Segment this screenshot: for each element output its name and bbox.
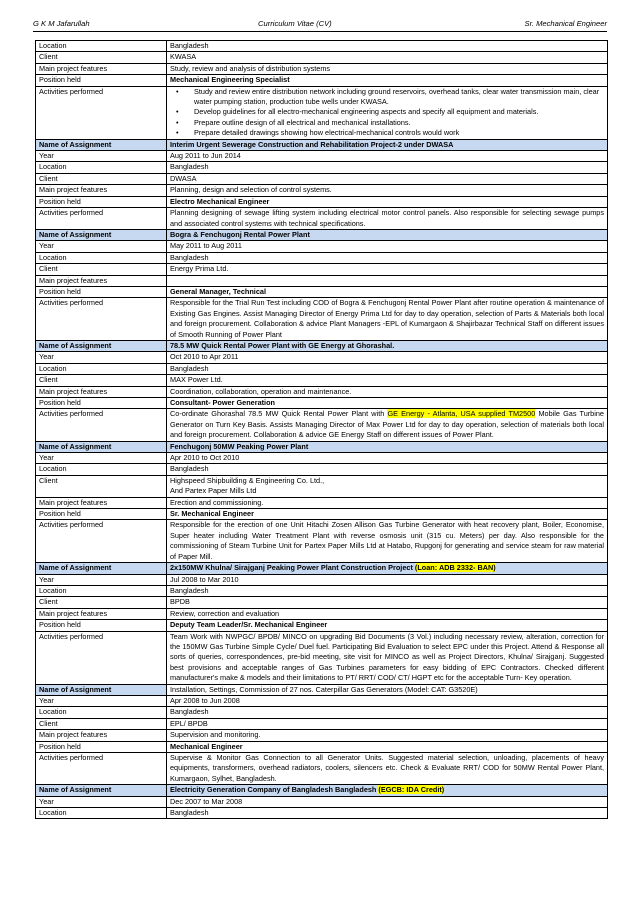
row-label: Activities performed: [36, 298, 167, 341]
loan-highlight: (Loan: ADB 2332- BAN): [414, 563, 496, 573]
table-row: [36, 375, 608, 386]
table-row: [36, 509, 608, 520]
table-row: [36, 208, 608, 230]
row-label: Location: [36, 41, 167, 52]
row-label: Year: [36, 796, 167, 807]
row-label: Position held: [36, 196, 167, 207]
activities-text: Mobile Gas Turbine Generator on Turn Key Basis. Assists Managing Director of Max Power Ltd for day to day operation, selection of materials both local and foreign procurement. Collaboration & advice GE Energy Staff on different issues of Power Plant.: [170, 409, 604, 440]
row-label: Position held: [36, 509, 167, 520]
row-value: Bangladesh: [167, 252, 608, 263]
row-value: KWASA: [167, 52, 608, 63]
table-row: [36, 453, 608, 464]
table-row: [36, 808, 608, 819]
row-label: Location: [36, 808, 167, 819]
assignment-name: [167, 785, 608, 796]
row-value: Supervision and monitoring.: [167, 730, 608, 741]
experience-table: [35, 40, 608, 819]
row-label: Name of Assignment: [36, 441, 167, 452]
position-value: Deputy Team Leader/Sr. Mechanical Engineer: [167, 620, 608, 631]
page-header: [33, 18, 607, 32]
row-label: Position held: [36, 286, 167, 297]
row-value: BPDB: [167, 597, 608, 608]
row-label: Activities performed: [36, 631, 167, 684]
table-row: [36, 631, 608, 684]
assignment-row: [36, 785, 608, 796]
position-value: General Manager, Technical: [167, 286, 608, 297]
assignment-name: Interim Urgent Sewerage Construction and Rehabilitation Project-2 under DWASA: [167, 139, 608, 150]
assignment-title: 2x150MW Khulna/ Sirajganj Peaking Power Plant Construction Project: [170, 563, 415, 573]
table-row: [36, 707, 608, 718]
activities-text: Co-ordinate Ghorashal 78.5 MW Quick Rental Power Plant with: [170, 409, 388, 419]
row-value: Oct 2010 to Apr 2011: [167, 352, 608, 363]
assignment-row: [36, 229, 608, 240]
table-row: [36, 75, 608, 86]
header-job-title: Sr. Mechanical Engineer: [524, 19, 607, 28]
row-label: Location: [36, 162, 167, 173]
row-label: Client: [36, 597, 167, 608]
row-value: Study, review and analysis of distribution systems: [167, 63, 608, 74]
table-row: [36, 86, 608, 139]
table-row: [36, 151, 608, 162]
client-line: Highspeed Shipbuilding & Engineering Co. Ltd.,: [170, 475, 325, 485]
position-value: Sr. Mechanical Engineer: [167, 509, 608, 520]
assignment-row: [36, 340, 608, 351]
row-value: Aug 2011 to Jun 2014: [167, 151, 608, 162]
row-label: Position held: [36, 75, 167, 86]
table-row: [36, 298, 608, 341]
row-label: Main project features: [36, 497, 167, 508]
assignment-name: Installation, Settings, Commission of 27 nos. Caterpillar Gas Generators (Model: CAT: G3520E): [167, 684, 608, 695]
row-value: Apr 2008 to Jun 2008: [167, 695, 608, 706]
row-value: MAX Power Ltd.: [167, 375, 608, 386]
position-value: Consultant- Power Generation: [167, 398, 608, 409]
assignment-row: [36, 684, 608, 695]
assignment-title: Electricity Generation Company of Bangladesh Bangladesh: [170, 785, 379, 795]
row-value: EPL/ BPDB: [167, 718, 608, 729]
row-label: Name of Assignment: [36, 563, 167, 574]
row-label: Activities performed: [36, 753, 167, 785]
table-row: [36, 185, 608, 196]
table-row: [36, 386, 608, 397]
table-row: [36, 585, 608, 596]
table-row: [36, 620, 608, 631]
row-label: Main project features: [36, 608, 167, 619]
header-author: G K M Jafarullah: [33, 19, 90, 28]
row-value: Apr 2010 to Oct 2010: [167, 453, 608, 464]
table-row: [36, 597, 608, 608]
table-row: [36, 497, 608, 508]
assignment-row: [36, 139, 608, 150]
activities-value: Responsible for the Trial Run Test including COD of Bogra & Fenchugonj Rental Power Plant after routine operation & maintenance of Existing Gas Engines. Assist Managing Director of Energy Prima Ltd for day to day operation, selection of Parts & Materials both local and foreign procurement. Collaboration & advice Plant Managers -EPL of Kumargaon & Shajirbazar Technical Staff on different issues of Smooth Running of Power Plant: [167, 298, 608, 341]
row-label: Activities performed: [36, 86, 167, 139]
table-row: [36, 718, 608, 729]
list-item: • Prepare outline design of all electrical and mechanical installations.: [170, 118, 604, 128]
row-label: Year: [36, 695, 167, 706]
highlighted-text: GE Energy - Atlanta, USA supplied TM2500: [387, 409, 536, 419]
row-value: [167, 275, 608, 286]
row-label: Year: [36, 241, 167, 252]
row-value: Bangladesh: [167, 162, 608, 173]
table-row: [36, 520, 608, 563]
row-label: Year: [36, 151, 167, 162]
list-item: • Study and review entire distribution network including ground reservoirs, overhead tanks, clear water transmission main, clear water pumping station, production tube wells under KWASA.: [170, 87, 604, 108]
table-row: [36, 398, 608, 409]
table-row: [36, 286, 608, 297]
row-label: Name of Assignment: [36, 785, 167, 796]
row-value: Bangladesh: [167, 808, 608, 819]
activities-value: [167, 409, 608, 441]
activities-value: Team Work with NWPGC/ BPDB/ MINCO on upgrading Bid Documents (3 Vol.) including necessary review, alteration, correction for the 150MW Gas Turbine Simple Cycle/ Duel fuel. Participating Bid Evaluation to select EPC under this Project. Attend & Response all sorts of queries, correspondences, pre-bid meeting, site visit for MINCO as well as Project Directors, Khulna/ Sirajganj. Suggested best provisions and acceptable ranges of Gas Turbines parameters for easy bidding of EPC Contractors. Checked different manufacturer's make & models and their limitations to PT/ RRT/ COD/ CT/ HGPT etc for the acceptable Turn- Key operation.: [167, 631, 608, 684]
row-label: Position held: [36, 398, 167, 409]
position-value: Mechanical Engineer: [167, 741, 608, 752]
assignment-row: [36, 563, 608, 574]
table-row: [36, 363, 608, 374]
header-doc-title: Curriculum Vitae (CV): [258, 19, 332, 28]
position-value: Mechanical Engineering Specialist: [167, 75, 608, 86]
assignment-name: Bogra & Fenchugonj Rental Power Plant: [167, 229, 608, 240]
row-label: Client: [36, 52, 167, 63]
row-label: Main project features: [36, 275, 167, 286]
row-label: Client: [36, 375, 167, 386]
table-row: [36, 162, 608, 173]
table-row: [36, 730, 608, 741]
table-row: [36, 695, 608, 706]
activities-value: Responsible for the erection of one Unit Hitachi Zosen Allison Gas Turbine Generator with heat recovery plant, Boiler, Economise, Super heater including Water Treatment Plant with reverse osmosis unit (315 cu. Meters) per day. Also responsible for the commissioning of Steam Turbine Unit for Partex Paper Mills Ltd at Hatabo, Rupgonj for generating and service steam for raw material of Paper Mill.: [167, 520, 608, 563]
assignment-name: [167, 563, 608, 574]
table-row: [36, 173, 608, 184]
table-row: [36, 52, 608, 63]
row-label: Main project features: [36, 185, 167, 196]
row-value: Erection and commissioning.: [167, 497, 608, 508]
assignment-name: 78.5 MW Quick Rental Power Plant with GE Energy at Ghorashal.: [167, 340, 608, 351]
row-label: Activities performed: [36, 208, 167, 230]
assignment-name: Fenchugonj 50MW Peaking Power Plant: [167, 441, 608, 452]
row-value: Jul 2008 to Mar 2010: [167, 574, 608, 585]
row-label: Position held: [36, 741, 167, 752]
table-row: [36, 796, 608, 807]
position-value: Electro Mechanical Engineer: [167, 196, 608, 207]
table-row: [36, 41, 608, 52]
row-label: Year: [36, 453, 167, 464]
row-value: Planning, design and selection of control systems.: [167, 185, 608, 196]
table-row: [36, 475, 608, 497]
row-label: Location: [36, 363, 167, 374]
table-row: [36, 741, 608, 752]
table-row: [36, 63, 608, 74]
row-value: Coordination, collaboration, operation and maintenance.: [167, 386, 608, 397]
row-label: Year: [36, 574, 167, 585]
row-label: Activities performed: [36, 520, 167, 563]
row-label: Name of Assignment: [36, 684, 167, 695]
table-row: [36, 264, 608, 275]
table-row: [36, 275, 608, 286]
credit-highlight: (EGCB: IDA Credit): [378, 785, 445, 795]
row-value: Energy Prima Ltd.: [167, 264, 608, 275]
row-value: Review, correction and evaluation: [167, 608, 608, 619]
table-row: [36, 196, 608, 207]
table-row: [36, 464, 608, 475]
activities-value: Planning designing of sewage lifting system including electrical motor control panels. Also responsible for selecting sewage pumps and associated control systems with technical specifications.: [167, 208, 608, 230]
row-label: Location: [36, 707, 167, 718]
table-row: [36, 409, 608, 441]
assignment-row: [36, 441, 608, 452]
table-row: [36, 252, 608, 263]
row-label: Client: [36, 264, 167, 275]
activities-value: Supervise & Monitor Gas Connection to all Generator Units. Suggested material selection, unloading, placements of heavy equipments, transformers, overhead radiators, coolers, silencers etc. Check & Evaluate RRT/ COD for 50MW Rental Power Plant, Kumargaon, Sylhet, Bangladesh.: [167, 753, 608, 785]
row-value: Bangladesh: [167, 585, 608, 596]
table-row: [36, 352, 608, 363]
row-label: Main project features: [36, 63, 167, 74]
row-label: Client: [36, 173, 167, 184]
activities-list: [170, 87, 604, 139]
row-label: Name of Assignment: [36, 340, 167, 351]
row-label: Name of Assignment: [36, 139, 167, 150]
row-label: Year: [36, 352, 167, 363]
row-value: DWASA: [167, 173, 608, 184]
row-label: Main project features: [36, 730, 167, 741]
row-value: Bangladesh: [167, 41, 608, 52]
row-label: Location: [36, 464, 167, 475]
row-value: Bangladesh: [167, 363, 608, 374]
row-value: [167, 475, 608, 497]
row-label: Location: [36, 585, 167, 596]
list-item: • Develop guidelines for all electro-mechanical engineering aspects and specify all equipment and materials.: [170, 107, 604, 117]
client-line: And Partex Paper Mills Ltd: [170, 486, 257, 496]
row-label: Client: [36, 475, 167, 497]
list-item: • Prepare detailed drawings showing how electrical-mechanical controls would work: [170, 128, 604, 138]
row-label: Client: [36, 718, 167, 729]
row-value: May 2011 to Aug 2011: [167, 241, 608, 252]
row-label: Main project features: [36, 386, 167, 397]
row-value: Bangladesh: [167, 707, 608, 718]
row-label: Name of Assignment: [36, 229, 167, 240]
activities-value: [167, 86, 608, 139]
table-row: [36, 608, 608, 619]
table-row: [36, 753, 608, 785]
table-row: [36, 241, 608, 252]
row-label: Location: [36, 252, 167, 263]
row-label: Position held: [36, 620, 167, 631]
row-value: Dec 2007 to Mar 2008: [167, 796, 608, 807]
row-value: Bangladesh: [167, 464, 608, 475]
row-label: Activities performed: [36, 409, 167, 441]
table-row: [36, 574, 608, 585]
